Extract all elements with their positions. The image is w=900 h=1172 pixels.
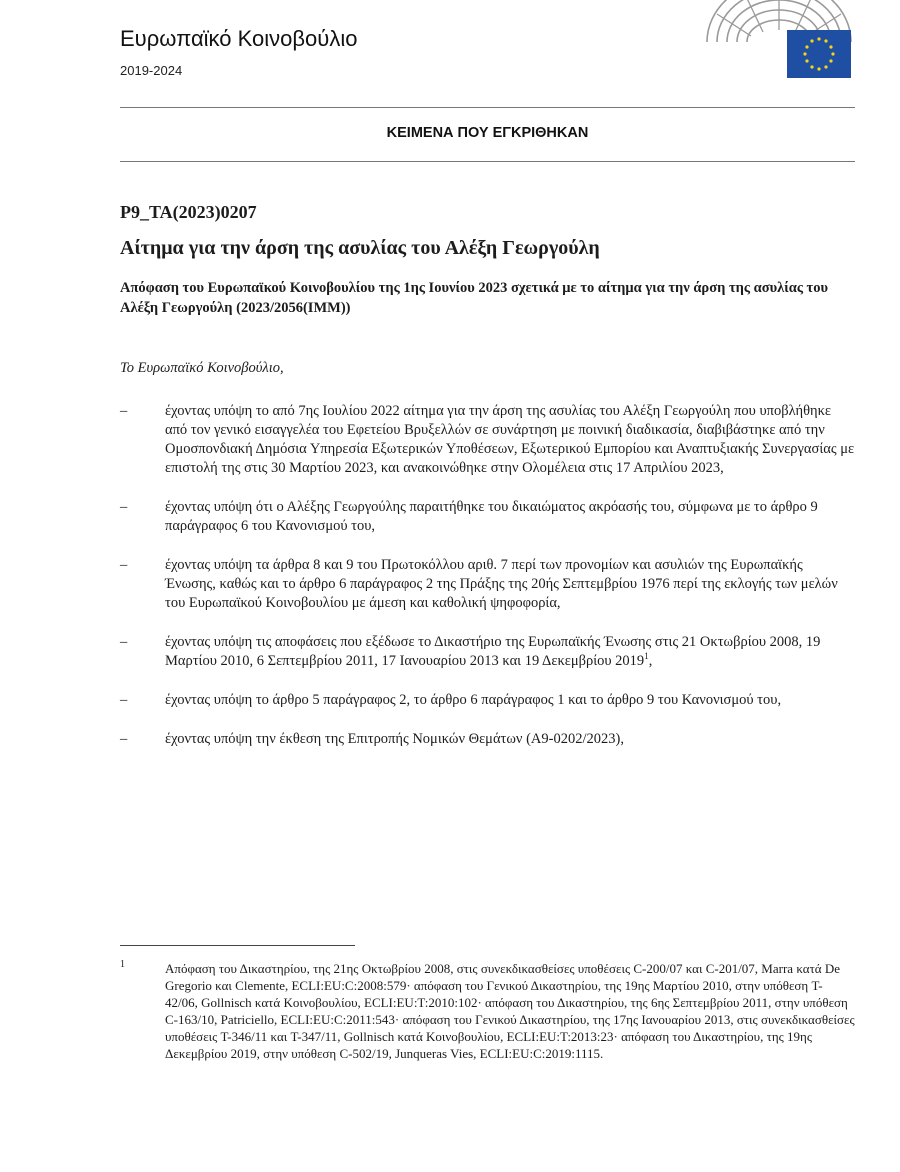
citation-text: έχοντας υπόψη το από 7ης Ιουλίου 2022 αίτημα για την άρση της ασυλίας του Αλέξη Γεωργούλη που υποβλήθηκε από τον γενικό εισαγγελέα του Εφετείου Βρυξελλών σε συνάρτηση με ποινική διαδικασία, διαβιβάστηκε από την Ομοσπονδιακή Δημόσια Υπηρεσία Εξωτερικών Υποθέσεων, Εξωτερικού Εμπορίου και Αναπτυξιακής Συνεργασίας με επιστολή της στις 30 Μαρτίου 2023, και ανακοινώθηκε στην Ολομέλεια στις 17 Απριλίου 2023,: [165, 403, 855, 476]
parliamentary-term: 2019-2024: [120, 63, 183, 78]
preamble-intro: Το Ευρωπαϊκό Κοινοβούλιο,: [120, 360, 284, 376]
footnote-reference-link[interactable]: 1: [644, 651, 649, 662]
citation-item: [120, 633, 855, 671]
header-divider: [120, 107, 855, 108]
citation-dash: –: [120, 634, 128, 650]
citation-text: έχοντας υπόψη το άρθρο 5 παράγραφος 2, το άρθρο 6 παράγραφος 1 και το άρθρο 9 του Κανονισμού του,: [165, 692, 782, 708]
document-title: Αίτημα για την άρση της ασυλίας του Αλέξη Γεωργούλη: [120, 237, 600, 259]
citation-item: [120, 691, 855, 710]
citation-item: [120, 498, 855, 536]
citation-text: έχοντας υπόψη την έκθεση της Επιτροπής Νομικών Θεμάτων (A9-0202/2023),: [165, 731, 624, 747]
citation-dash: –: [120, 731, 128, 747]
document-subtitle: Απόφαση του Ευρωπαϊκού Κοινοβουλίου της 1ης Ιουνίου 2023 σχετικά με το αίτημα για την άρση της ασυλίας του Αλέξη Γεωργούλη (2023/2056(IMM)): [120, 280, 829, 316]
citation-item: [120, 556, 855, 613]
citations-list: [120, 402, 855, 769]
section-divider: [120, 161, 855, 162]
citation-text: έχοντας υπόψη ότι ο Αλέξης Γεωργούλης παραιτήθηκε του δικαιώματος ακρόασής του, σύμφωνα με το άρθρο 9 παράγραφος 6 του Κανονισμού του,: [165, 499, 818, 534]
citation-dash: –: [120, 499, 128, 515]
citation-text-tail: ,: [648, 653, 653, 669]
institution-name: Ευρωπαϊκό Κοινοβούλιο: [120, 26, 358, 51]
document-reference: P9_TA(2023)0207: [120, 202, 257, 222]
citation-text-main: έχοντας υπόψη τις αποφάσεις που εξέδωσε το Δικαστήριο της Ευρωπαϊκής Ένωσης στις 21 Οκτωβρίου 2008, 19 Μαρτίου 2010, 6 Σεπτεμβρίου 2011, 17 Ιανουαρίου 2013 και 19 Δεκεμβρίου 2019: [165, 634, 821, 669]
citation-text: έχοντας υπόψη τα άρθρα 8 και 9 του Πρωτοκόλλου αριθ. 7 περί των προνομίων και ασυλιών της Ευρωπαϊκής Ένωσης, καθώς και το άρθρο 6 παράγραφος 2 της Πράξης της 20ής Σεπτεμβρίου 1976 περί της εκλογής των μελών του Ευρωπαϊκού Κοινοβουλίου με άμεση και καθολική ψηφοφορία,: [165, 557, 838, 611]
header: [120, 26, 855, 96]
citation-item: [120, 402, 855, 478]
citation-dash: –: [120, 557, 128, 573]
citation-text: [165, 633, 855, 671]
european-parliament-logo: [703, 0, 855, 80]
citation-dash: –: [120, 403, 128, 419]
footnote-text: Απόφαση του Δικαστηρίου, της 21ης Οκτωβρίου 2008, στις συνεκδικασθείσες υποθέσεις C-200/07 και C-201/07, Marra κατά De Gregorio και Clemente, ECLI:EU:C:2008:579· απόφαση του Γενικού Δικαστηρίου, της 19ης Μαρτίου 2010, στην υπόθεση T-42/06, Gollnisch κατά Κοινοβουλίου, ECLI:EU:T:2010:102· απόφαση του Δικαστηρίου, της 6ης Σεπτεμβρίου 2011, στην υπόθεση C-163/10, Patriciello, ECLI:EU:C:2011:543· απόφαση του Γενικού Δικαστηρίου, της 17ης Ιανουαρίου 2013, στις συνεκδικασθείσες υποθέσεις T-346/11 και T-347/11, Gollnisch κατά Κοινοβουλίου, ECLI:EU:T:2013:23· απόφαση του Δικαστηρίου, της 19ης Δεκεμβρίου 2019, στην υπόθεση C-502/19, Junqueras Vies, ECLI:EU:C:2019:1115.: [165, 961, 855, 1061]
eu-flag-icon: [787, 30, 851, 78]
footnote-number: 1: [120, 959, 125, 970]
footnote-divider: [120, 945, 355, 946]
section-title: ΚΕΙΜΕΝΑ ΠΟΥ ΕΓΚΡΙΘΗΚΑΝ: [386, 125, 589, 141]
citation-dash: –: [120, 692, 128, 708]
citation-item: [120, 730, 855, 749]
